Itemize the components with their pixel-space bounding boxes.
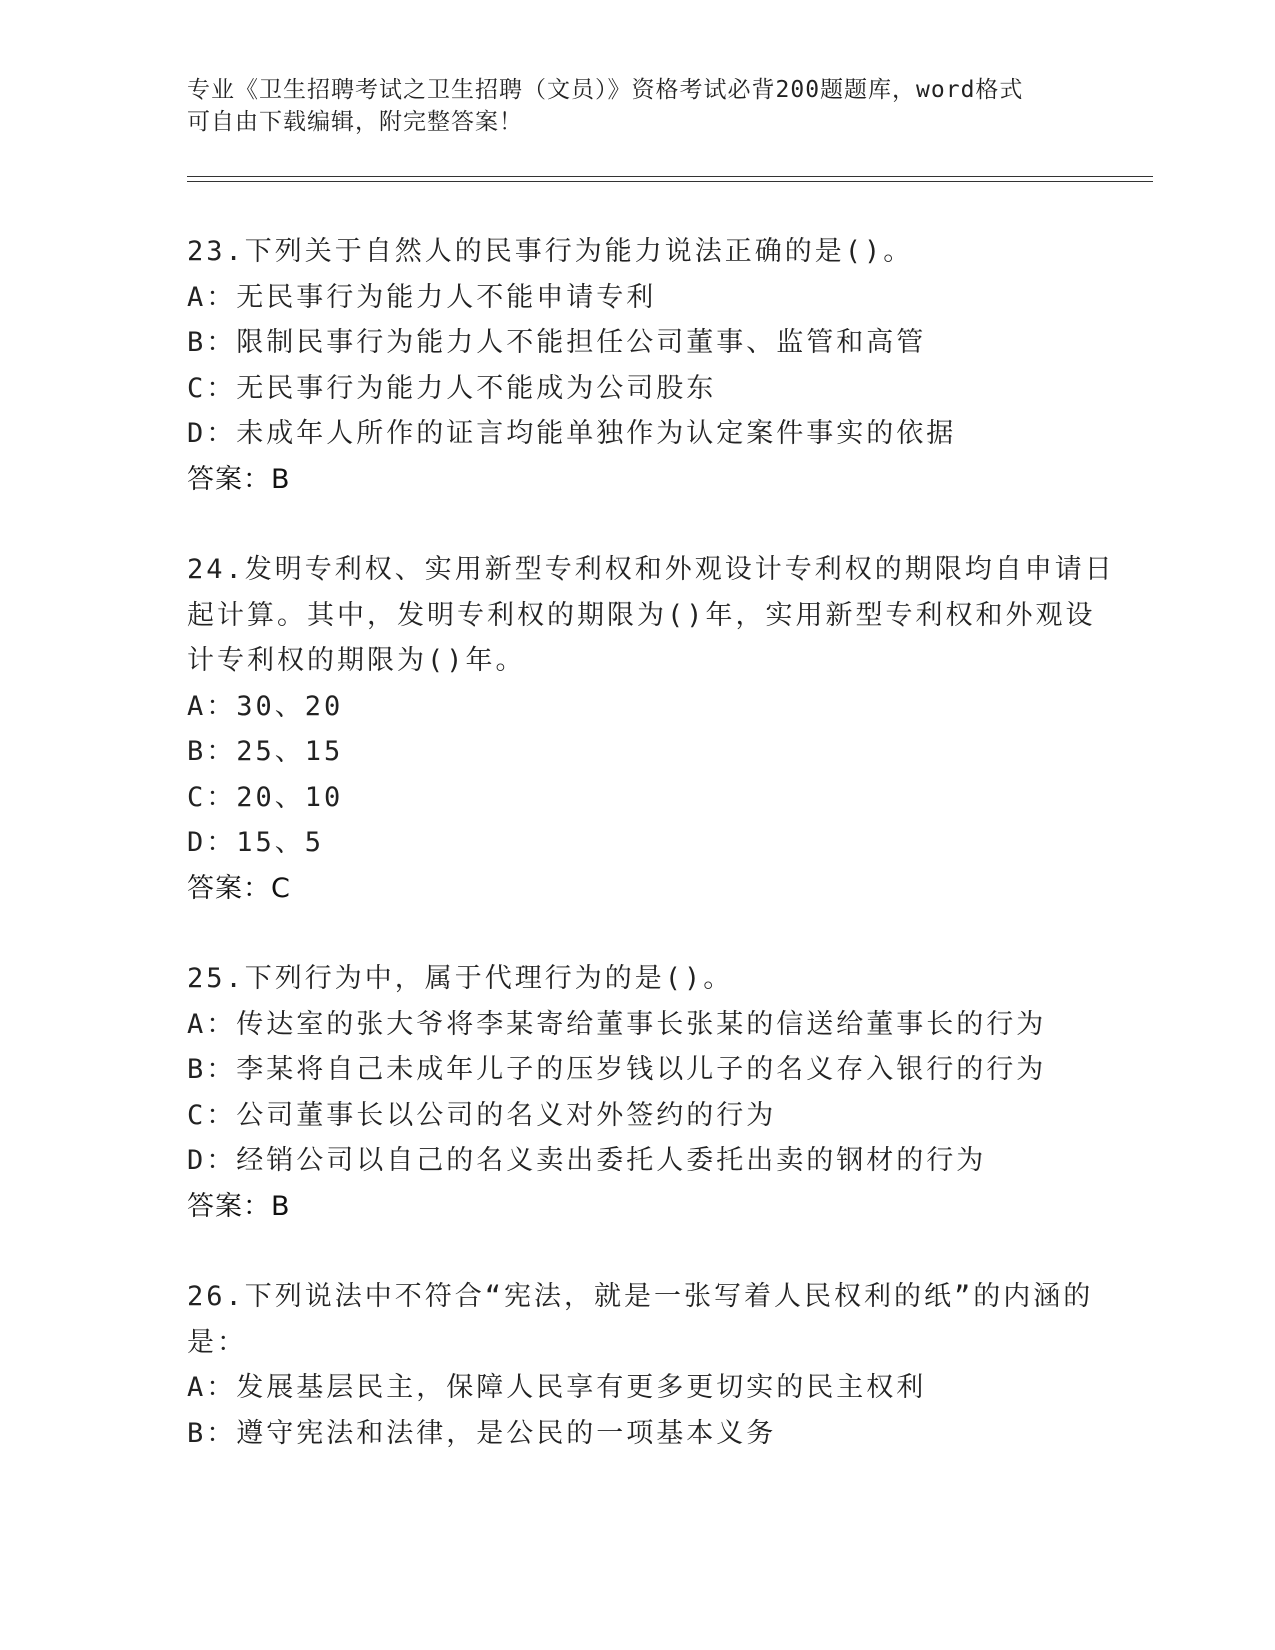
question-list — [187, 229, 1115, 1501]
question-23 — [187, 229, 1087, 502]
option-a: A：发展基层民主，保障人民享有更多更切实的民主权利 — [187, 1372, 927, 1403]
option-d: D：15、5 — [187, 827, 325, 858]
header-line-2: 可自由下载编辑，附完整答案！ — [187, 109, 523, 135]
question-text: 是： — [187, 1326, 247, 1358]
header-divider-top — [187, 176, 1153, 177]
question-text: 25.下列行为中，属于代理行为的是()。 — [187, 963, 734, 994]
option-b: B：遵守宪法和法律，是公民的一项基本义务 — [187, 1417, 777, 1449]
question-25 — [187, 956, 1087, 1229]
option-a: A：30、20 — [187, 690, 344, 722]
option-c: C：20、10 — [187, 781, 344, 813]
option-c: C：无民事行为能力人不能成为公司股东 — [187, 372, 717, 404]
option-d: D：未成年人所作的证言均能单独作为认定案件事实的依据 — [187, 418, 957, 449]
question-24 — [187, 547, 1115, 911]
question-text: 24.发明专利权、实用新型专利权和外观设计专利权的期限均自申请日 — [187, 554, 1115, 585]
answer-text: 答案：C — [187, 872, 291, 904]
option-d: D：经销公司以自己的名义卖出委托人委托出卖的钢材的行为 — [187, 1145, 987, 1176]
option-b: B：限制民事行为能力人不能担任公司董事、监管和高管 — [187, 327, 927, 358]
option-a: A：无民事行为能力人不能申请专利 — [187, 281, 657, 313]
option-a: A：传达室的张大爷将李某寄给董事长张某的信送给董事长的行为 — [187, 1008, 1047, 1040]
option-c: C：公司董事长以公司的名义对外签约的行为 — [187, 1099, 777, 1131]
answer-text: 答案：B — [187, 1190, 291, 1222]
option-b: B：25、15 — [187, 736, 344, 767]
question-text: 计专利权的期限为()年。 — [187, 645, 526, 676]
header-divider-bottom — [187, 181, 1153, 182]
option-b: B：李某将自己未成年儿子的压岁钱以儿子的名义存入银行的行为 — [187, 1054, 1047, 1085]
question-text: 起计算。其中，发明专利权的期限为()年，实用新型专利权和外观设 — [187, 599, 1096, 631]
question-text: 26.下列说法中不符合“宪法，就是一张写着人民权利的纸”的内涵的 — [187, 1281, 1094, 1312]
document-header — [187, 74, 1067, 138]
question-text: 23.下列关于自然人的民事行为能力说法正确的是()。 — [187, 236, 914, 267]
question-26 — [187, 1274, 1094, 1456]
answer-text: 答案：B — [187, 463, 291, 495]
header-line-1: 专业《卫生招聘考试之卫生招聘（文员）》资格考试必背200题题库，word格式 — [187, 77, 1024, 103]
